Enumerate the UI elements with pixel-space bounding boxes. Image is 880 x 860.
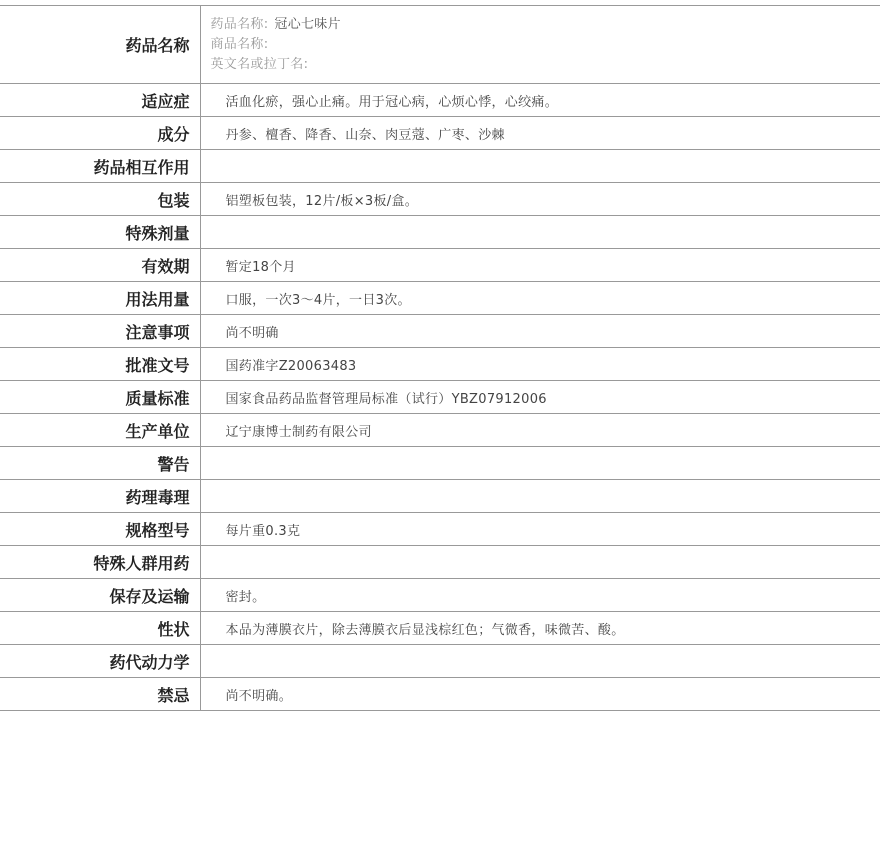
row-value: 辽宁康博士制药有限公司: [200, 414, 880, 447]
trade-name-prefix: 商品名称:: [210, 36, 269, 52]
row-value: [200, 480, 880, 513]
table-row: [0, 678, 880, 711]
row-label: 批准文号: [0, 348, 200, 381]
row-value: [200, 150, 880, 183]
row-label: 包装: [0, 183, 200, 216]
row-value: 尚不明确: [200, 315, 880, 348]
row-value: [200, 447, 880, 480]
row-value: 口服，一次3～4片，一日3次。: [200, 282, 880, 315]
row-value: [200, 216, 880, 249]
table-row: [0, 579, 880, 612]
table-row: [0, 249, 880, 282]
generic-name-prefix: 药品名称:: [210, 16, 269, 32]
table-row: [0, 480, 880, 513]
table-row: [0, 645, 880, 678]
drug-info-body: [0, 6, 880, 711]
row-label: 特殊人群用药: [0, 546, 200, 579]
table-row: [0, 546, 880, 579]
row-label: 规格型号: [0, 513, 200, 546]
english-name-prefix: 英文名或拉丁名:: [210, 56, 309, 72]
row-value: 尚不明确。: [200, 678, 880, 711]
row-value: 本品为薄膜衣片，除去薄膜衣后显浅棕红色；气微香，味微苦、酸。: [200, 612, 880, 645]
row-label: 药理毒理: [0, 480, 200, 513]
table-row: [0, 183, 880, 216]
row-value: 国药准字Z20063483: [200, 348, 880, 381]
table-row: [0, 150, 880, 183]
row-value: 每片重0.3克: [200, 513, 880, 546]
row-label: 特殊剂量: [0, 216, 200, 249]
table-row: [0, 348, 880, 381]
row-label: 生产单位: [0, 414, 200, 447]
table-row: [0, 513, 880, 546]
row-label: 用法用量: [0, 282, 200, 315]
table-row: [0, 84, 880, 117]
row-label: 药品名称: [0, 6, 200, 84]
row-label: 警告: [0, 447, 200, 480]
row-label: 药品相互作用: [0, 150, 200, 183]
row-label: 成分: [0, 117, 200, 150]
table-row: [0, 381, 880, 414]
row-value: 铝塑板包装，12片/板×3板/盒。: [200, 183, 880, 216]
row-label: 保存及运输: [0, 579, 200, 612]
row-label: 质量标准: [0, 381, 200, 414]
drug-name-row: [0, 6, 880, 84]
generic-name-line: [211, 15, 880, 35]
english-name-line: [211, 55, 880, 75]
row-value: 暂定18个月: [200, 249, 880, 282]
generic-name-value: 冠心七味片: [274, 16, 341, 32]
row-value: 活血化瘀，强心止痛。用于冠心病，心烦心悸，心绞痛。: [200, 84, 880, 117]
row-value: 丹参、檀香、降香、山奈、肉豆蔻、广枣、沙棘: [200, 117, 880, 150]
row-value: 密封。: [200, 579, 880, 612]
row-value: [200, 645, 880, 678]
row-label: 药代动力学: [0, 645, 200, 678]
table-row: [0, 282, 880, 315]
table-row: [0, 612, 880, 645]
row-value: 国家食品药品监督管理局标准（试行）YBZ07912006: [200, 381, 880, 414]
trade-name-line: [211, 35, 880, 55]
drug-info-table: [0, 6, 880, 711]
table-row: [0, 117, 880, 150]
row-label: 适应症: [0, 84, 200, 117]
row-value: [200, 546, 880, 579]
table-row: [0, 216, 880, 249]
row-label: 注意事项: [0, 315, 200, 348]
row-label: 性状: [0, 612, 200, 645]
row-label: 禁忌: [0, 678, 200, 711]
table-row: [0, 414, 880, 447]
table-row: [0, 447, 880, 480]
table-row: [0, 315, 880, 348]
row-label: 有效期: [0, 249, 200, 282]
drug-name-cell: [200, 6, 880, 84]
